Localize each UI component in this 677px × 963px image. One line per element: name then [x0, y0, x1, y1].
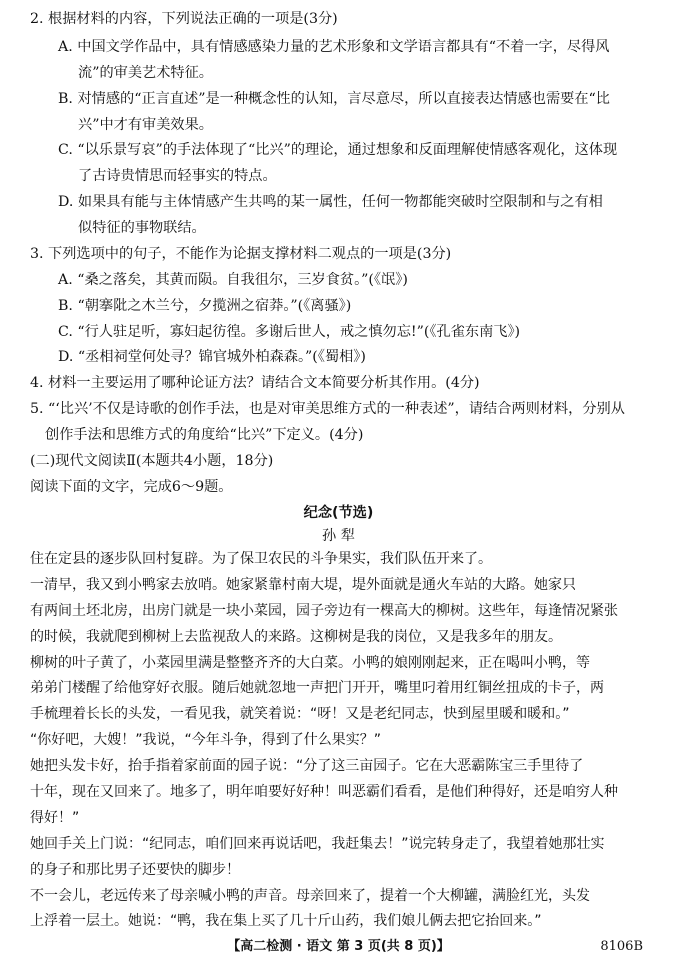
section-instruction: 阅读下面的文字，完成6～9题。 [30, 479, 233, 495]
q3-option-d: D. “丞相祠堂何处寻？锦官城外柏森森。”(《蜀相》) [58, 349, 366, 365]
q2-option-a-cont: 流”的审美艺术特征。 [78, 65, 213, 81]
article-author: 孙 犁 [322, 528, 355, 544]
q5-stem-cont: 创作手法和思维方式的角度给“比兴”下定义。(4分) [45, 427, 364, 443]
article-title: 纪念(节选) [303, 505, 374, 521]
page-footer: 【高二检测 · 语文 第 3 页(共 8 页)】 [227, 939, 450, 954]
q2-option-b-cont: 兴”中才有审美效果。 [78, 117, 213, 133]
exam-code: 8106B [600, 939, 643, 954]
q2-option-c: C. “以乐景写哀”的手法体现了“比兴”的理论，通过想象和反面理解使情感客观化，这体现 [58, 142, 618, 158]
section-heading: (二)现代文阅读Ⅱ(本题共4小题，18分) [30, 453, 274, 469]
article-line: 的时候，我就爬到柳树上去监视敌人的来路。这柳树是我的岗位，又是我多年的朋友。 [30, 629, 562, 645]
article-line: 的身子和那比男子还要快的脚步！ [30, 862, 240, 878]
q3-option-c: C. “行人驻足听，寡妇起彷徨。多谢后世人，戒之慎勿忘!”(《孔雀东南飞》) [58, 324, 521, 340]
article-line: 上浮着一层土。她说：“鸭，我在集上买了几十斤山药，我们娘儿俩去把它抬回来。” [30, 913, 542, 929]
q3-option-a: A. “桑之落矣，其黄而陨。自我徂尔，三岁食贫。”(《氓》) [58, 272, 408, 288]
q3-stem: 3. 下列选项中的句子，不能作为论据支撑材料二观点的一项是(3分) [30, 246, 452, 262]
article-line: 手梳理着长长的头发，一看见我，就笑着说：“呀！又是老纪同志，快到屋里暖和暖和。” [30, 706, 570, 722]
q2-option-b: B. 对情感的“正言直述”是一种概念性的认知，言尽意尽，所以直接表达情感也需要在“比 [58, 91, 610, 107]
q2-stem: 2. 根据材料的内容，下列说法正确的一项是(3分) [30, 11, 338, 27]
article-line: 十年，现在又回来了。地多了，明年咱要好好种！叫恶霸们看看，是他们种得好，还是咱穷人种 [30, 784, 618, 800]
article-line: 住在定县的逐步队回村复辟。为了保卫农民的斗争果实，我们队伍开来了。 [30, 551, 492, 567]
article-line: 有两间土坯北房，出房门就是一块小菜园，园子旁边有一棵高大的柳树。这些年，每逢情况紧张 [30, 603, 618, 619]
q3-option-b: B. “朝搴阰之木兰兮，夕揽洲之宿莽。”(《离骚》) [58, 298, 352, 314]
article-line: 一清早，我又到小鸭家去放哨。她家紧靠村南大堤，堤外面就是通火车站的大路。她家只 [30, 577, 576, 593]
q4-stem: 4. 材料一主要运用了哪种论证方法？请结合文本简要分析其作用。(4分) [30, 375, 480, 391]
article-line: 不一会儿，老远传来了母亲喊小鸭的声音。母亲回来了，提着一个大柳罐，满脸红光，头发 [30, 888, 590, 904]
article-line: 她把头发卡好，抬手指着家前面的园子说：“分了这三亩园子。它在大恶霸陈宝三手里待了 [30, 758, 584, 774]
article-line: 她回手关上门说：“纪同志，咱们回来再说话吧，我赶集去！”说完转身走了，我望着她那壮实 [30, 836, 605, 852]
q2-option-d-cont: 似特征的事物联结。 [78, 220, 206, 236]
article-line: 弟弟门楼醒了给他穿好衣服。随后她就忽地一声把门开开，嘴里叼着用红铜丝扭成的卡子，两 [30, 680, 604, 696]
article-line: “你好吧，大嫂！”我说，“今年斗争，得到了什么果实？” [30, 732, 382, 748]
q2-option-d: D. 如果具有能与主体情感产生共鸣的某一属性，任何一物都能突破时空限制和与之有相 [58, 194, 603, 210]
q5-stem: 5. “‘比兴’不仅是诗歌的创作手法，也是对审美思维方式的一种表述”，请结合两则材料，分别从 [30, 401, 625, 417]
article-line: 柳树的叶子黄了，小菜园里满是整整齐齐的大白菜。小鸭的娘刚刚起来，正在喝叫小鸭，等 [30, 655, 590, 671]
article-line: 得好！” [30, 810, 80, 826]
q2-option-c-cont: 了古诗贵情思而轻事实的特点。 [78, 168, 277, 184]
q2-option-a: A. 中国文学作品中，具有情感感染力量的艺术形象和文学语言都具有“不着一字，尽得风 [58, 39, 610, 55]
